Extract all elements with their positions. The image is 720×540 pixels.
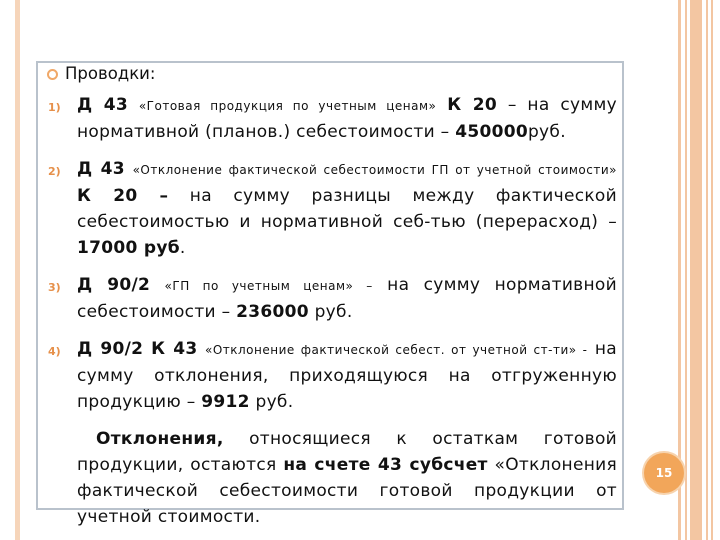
page-number: 15 bbox=[655, 466, 673, 480]
amount: 450000 bbox=[455, 122, 528, 142]
unit: руб. bbox=[527, 122, 566, 142]
credit-account: К 20 – bbox=[77, 186, 169, 206]
unit: . bbox=[179, 238, 186, 258]
debit-account: Д 43 bbox=[77, 159, 125, 179]
item-number: 2) bbox=[48, 165, 61, 178]
list-item-4 bbox=[47, 336, 617, 415]
page-number-badge bbox=[644, 453, 684, 493]
decor-stripe-left bbox=[15, 0, 20, 540]
item-text bbox=[77, 156, 617, 261]
decor-stripe-right-3 bbox=[690, 0, 702, 540]
amount: 17000 руб bbox=[77, 238, 180, 258]
item-text bbox=[77, 92, 617, 145]
heading bbox=[47, 62, 617, 86]
account-name: «Отклонение фактической себестоимости ГП от учетной стоимости» bbox=[132, 163, 617, 177]
description: на сумму отклонения, приходящуюся на отгруженную продукцию – bbox=[77, 339, 617, 412]
conclusion-bold-mid: на счете 43 субсчет bbox=[283, 455, 488, 475]
item-number: 3) bbox=[48, 281, 61, 294]
account-name: «Готовая продукция по учетным ценам» bbox=[138, 99, 437, 113]
conclusion-paragraph bbox=[47, 426, 617, 530]
decor-stripe-right-4 bbox=[706, 0, 708, 540]
heading-text: Проводки: bbox=[65, 64, 156, 83]
account-name: «Отклонение фактической себест. от учетной ст-ти» - bbox=[204, 343, 588, 357]
conclusion-text-1: относящиеся к остаткам готовой продукции, остаются bbox=[77, 429, 617, 475]
description: на сумму нормативной себестоимости – bbox=[77, 275, 617, 322]
decor-stripe-right-5 bbox=[711, 0, 713, 540]
credit-account: К 20 bbox=[447, 95, 497, 115]
debit-credit-accounts: Д 90/2 К 43 bbox=[77, 339, 198, 359]
amount: 9912 bbox=[201, 392, 250, 412]
unit: руб. bbox=[314, 302, 353, 322]
item-text bbox=[77, 336, 617, 415]
decor-stripe-right-2 bbox=[685, 0, 687, 540]
amount: 236000 bbox=[236, 302, 309, 322]
item-number: 1) bbox=[48, 101, 61, 114]
list-item-3 bbox=[47, 272, 617, 325]
item-number: 4) bbox=[48, 345, 61, 358]
account-name: «ГП по учетным ценам» – bbox=[164, 279, 373, 293]
description: на сумму разницы между фактической себестоимостью и нормативной себ-тью (перерасход) – bbox=[77, 186, 617, 232]
debit-account: Д 90/2 bbox=[77, 275, 151, 295]
circle-bullet-icon bbox=[47, 69, 58, 80]
item-text bbox=[77, 272, 617, 325]
unit: руб. bbox=[255, 392, 294, 412]
debit-account: Д 43 bbox=[77, 95, 129, 115]
conclusion-bold-start: Отклонения, bbox=[96, 429, 224, 449]
list-item-1 bbox=[47, 92, 617, 145]
conclusion-text bbox=[77, 426, 617, 530]
conclusion-text-2: «Отклонения фактической себестоимости готовой продукции от учетной стоимости. bbox=[77, 455, 617, 527]
list-item-2 bbox=[47, 156, 617, 261]
slide-content bbox=[47, 62, 617, 530]
description: – на сумму нормативной (планов.) себестоимости – bbox=[77, 95, 617, 142]
